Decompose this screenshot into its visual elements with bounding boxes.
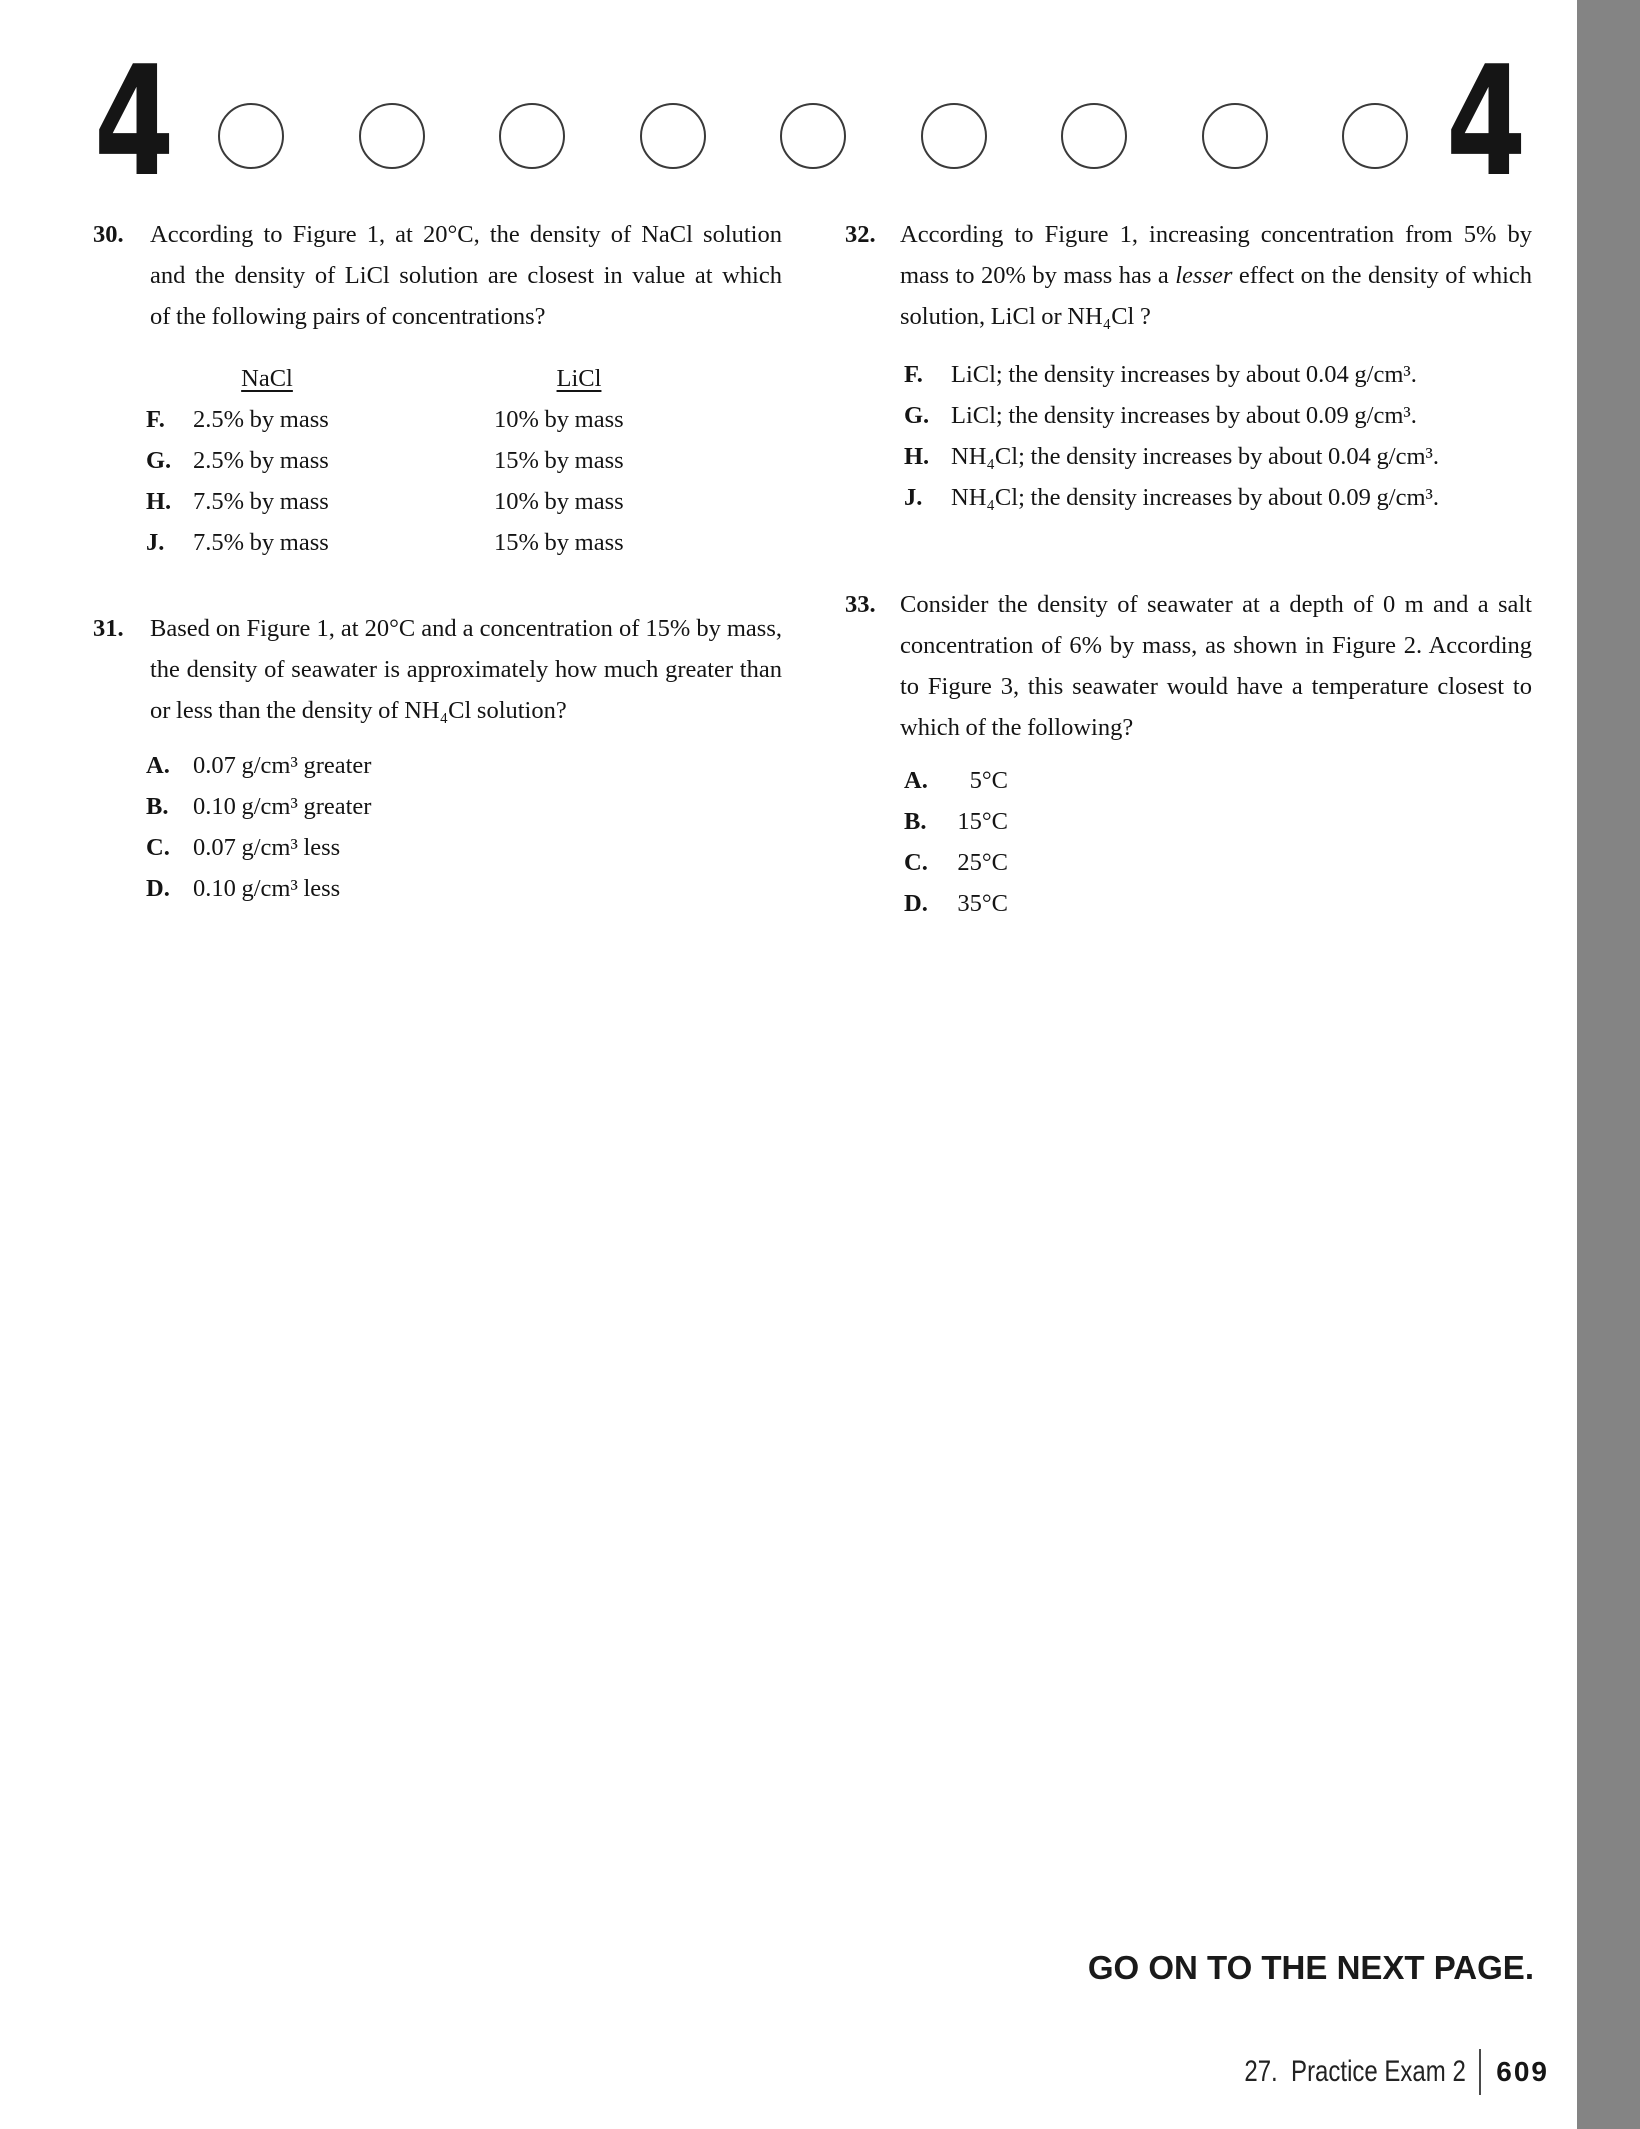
text-segment: effect on the density of which bbox=[1232, 262, 1532, 289]
question-number: 33. bbox=[845, 591, 876, 618]
option-letter: F. bbox=[904, 361, 923, 388]
question-number: 30. bbox=[93, 221, 124, 248]
option-text: 25°C bbox=[957, 849, 1008, 876]
answer-bubble bbox=[1342, 103, 1408, 169]
option-row bbox=[904, 760, 1545, 801]
answer-bubble bbox=[640, 103, 706, 169]
option-letter: F. bbox=[146, 406, 165, 433]
option-text: 0.10 g/cm³ greater bbox=[193, 793, 372, 820]
answer-bubble bbox=[780, 103, 846, 169]
question-text-line: concentration of 6% by mass, as shown in Figure 2. According bbox=[900, 632, 1532, 659]
section-numeral-left: 4 bbox=[94, 33, 172, 210]
option-row bbox=[146, 399, 793, 440]
section-numeral-right: 4 bbox=[1446, 33, 1524, 210]
question-text-line: or less than the density of NH₄Cl solution? bbox=[150, 697, 567, 724]
answer-table bbox=[146, 358, 793, 563]
option-col2: 15% by mass bbox=[494, 447, 624, 474]
option-letter: D. bbox=[146, 875, 170, 902]
option-text: LiCl; the density increases by about 0.04 g/cm³. bbox=[951, 361, 1417, 388]
option-letter: G. bbox=[904, 402, 930, 429]
option-letter: H. bbox=[904, 443, 930, 470]
option-row bbox=[904, 883, 1545, 924]
option-list bbox=[904, 354, 1545, 518]
gray-edge-bar bbox=[1577, 0, 1640, 2129]
option-text: 15°C bbox=[957, 808, 1008, 835]
option-row bbox=[146, 827, 793, 868]
option-letter: A. bbox=[904, 767, 928, 794]
answer-table-header bbox=[146, 358, 793, 399]
go-on-notice: GO ON TO THE NEXT PAGE. bbox=[1087, 1949, 1534, 1986]
page-footer bbox=[1189, 2046, 1549, 2098]
option-col1: 2.5% by mass bbox=[193, 447, 329, 474]
question-text-line: Based on Figure 1, at 20°C and a concentration of 15% by mass, bbox=[150, 615, 782, 642]
option-row bbox=[146, 522, 793, 563]
option-row bbox=[146, 868, 793, 909]
option-row bbox=[146, 440, 793, 481]
question-text-line: Consider the density of seawater at a depth of 0 m and a salt bbox=[900, 591, 1532, 618]
option-row bbox=[904, 354, 1545, 395]
question-text-line: to Figure 3, this seawater would have a temperature closest to bbox=[900, 673, 1532, 700]
option-row bbox=[146, 786, 793, 827]
option-text: 5°C bbox=[969, 767, 1008, 794]
option-row bbox=[904, 801, 1545, 842]
option-row bbox=[904, 477, 1545, 518]
question-text-line: solution, LiCl or NH₄Cl ? bbox=[900, 303, 1151, 330]
answer-bubble bbox=[921, 103, 987, 169]
option-letter: A. bbox=[146, 752, 170, 779]
option-row bbox=[904, 842, 1545, 883]
question-text-line bbox=[900, 255, 1532, 296]
option-text: NH₄Cl; the density increases by about 0.09 g/cm³. bbox=[951, 484, 1440, 511]
option-row bbox=[146, 481, 793, 522]
option-letter: C. bbox=[904, 849, 928, 876]
option-col1: 2.5% by mass bbox=[193, 406, 329, 433]
footer-book-title: 27. Practice Exam 2 bbox=[1244, 2055, 1467, 2088]
emphasized-word: lesser bbox=[1175, 262, 1233, 289]
question-text bbox=[900, 214, 1532, 337]
column-header-licl: LiCl bbox=[556, 365, 602, 392]
question-30 bbox=[93, 214, 793, 563]
option-letter: D. bbox=[904, 890, 928, 917]
option-letter: C. bbox=[146, 834, 170, 861]
question-31 bbox=[93, 608, 793, 909]
question-number: 32. bbox=[845, 221, 876, 248]
option-row bbox=[904, 395, 1545, 436]
question-text-line: the density of seawater is approximately how much greater than bbox=[150, 656, 782, 683]
option-col1: 7.5% by mass bbox=[193, 488, 329, 515]
question-text-line: and the density of LiCl solution are closest in value at which bbox=[150, 262, 782, 289]
footer-divider bbox=[1479, 2049, 1481, 2095]
question-text-line: of the following pairs of concentrations? bbox=[150, 303, 546, 330]
answer-bubble bbox=[359, 103, 425, 169]
option-text: 0.07 g/cm³ greater bbox=[193, 752, 372, 779]
option-text: 35°C bbox=[957, 890, 1008, 917]
question-text-line: According to Figure 1, at 20°C, the density of NaCl solution bbox=[150, 221, 782, 248]
answer-bubble bbox=[1202, 103, 1268, 169]
option-letter: B. bbox=[904, 808, 927, 835]
option-list bbox=[904, 760, 1545, 924]
option-col2: 15% by mass bbox=[494, 529, 624, 556]
option-list bbox=[146, 745, 793, 909]
option-row bbox=[904, 436, 1545, 477]
option-col2: 10% by mass bbox=[494, 488, 624, 515]
question-text-line: which of the following? bbox=[900, 714, 1134, 741]
option-letter: J. bbox=[904, 484, 923, 511]
option-letter: J. bbox=[146, 529, 165, 556]
option-text: LiCl; the density increases by about 0.09 g/cm³. bbox=[951, 402, 1417, 429]
question-text-line: According to Figure 1, increasing concentration from 5% by bbox=[900, 221, 1532, 248]
option-letter: B. bbox=[146, 793, 169, 820]
question-text bbox=[150, 214, 782, 337]
option-col2: 10% by mass bbox=[494, 406, 624, 433]
option-letter: H. bbox=[146, 488, 172, 515]
answer-bubble bbox=[1061, 103, 1127, 169]
question-text bbox=[900, 584, 1532, 748]
question-33 bbox=[845, 584, 1545, 924]
footer-page-number: 609 bbox=[1496, 2056, 1549, 2087]
answer-bubble bbox=[218, 103, 284, 169]
question-32 bbox=[845, 214, 1545, 518]
question-number: 31. bbox=[93, 615, 124, 642]
answer-bubble bbox=[499, 103, 565, 169]
option-col1: 7.5% by mass bbox=[193, 529, 329, 556]
text-segment: mass to 20% by mass has a bbox=[900, 262, 1176, 289]
option-letter: G. bbox=[146, 447, 172, 474]
option-row bbox=[146, 745, 793, 786]
question-text bbox=[150, 608, 782, 731]
option-text: 0.10 g/cm³ less bbox=[193, 875, 341, 902]
option-text: 0.07 g/cm³ less bbox=[193, 834, 341, 861]
column-header-nacl: NaCl bbox=[241, 365, 293, 392]
option-text: NH₄Cl; the density increases by about 0.04 g/cm³. bbox=[951, 443, 1440, 470]
